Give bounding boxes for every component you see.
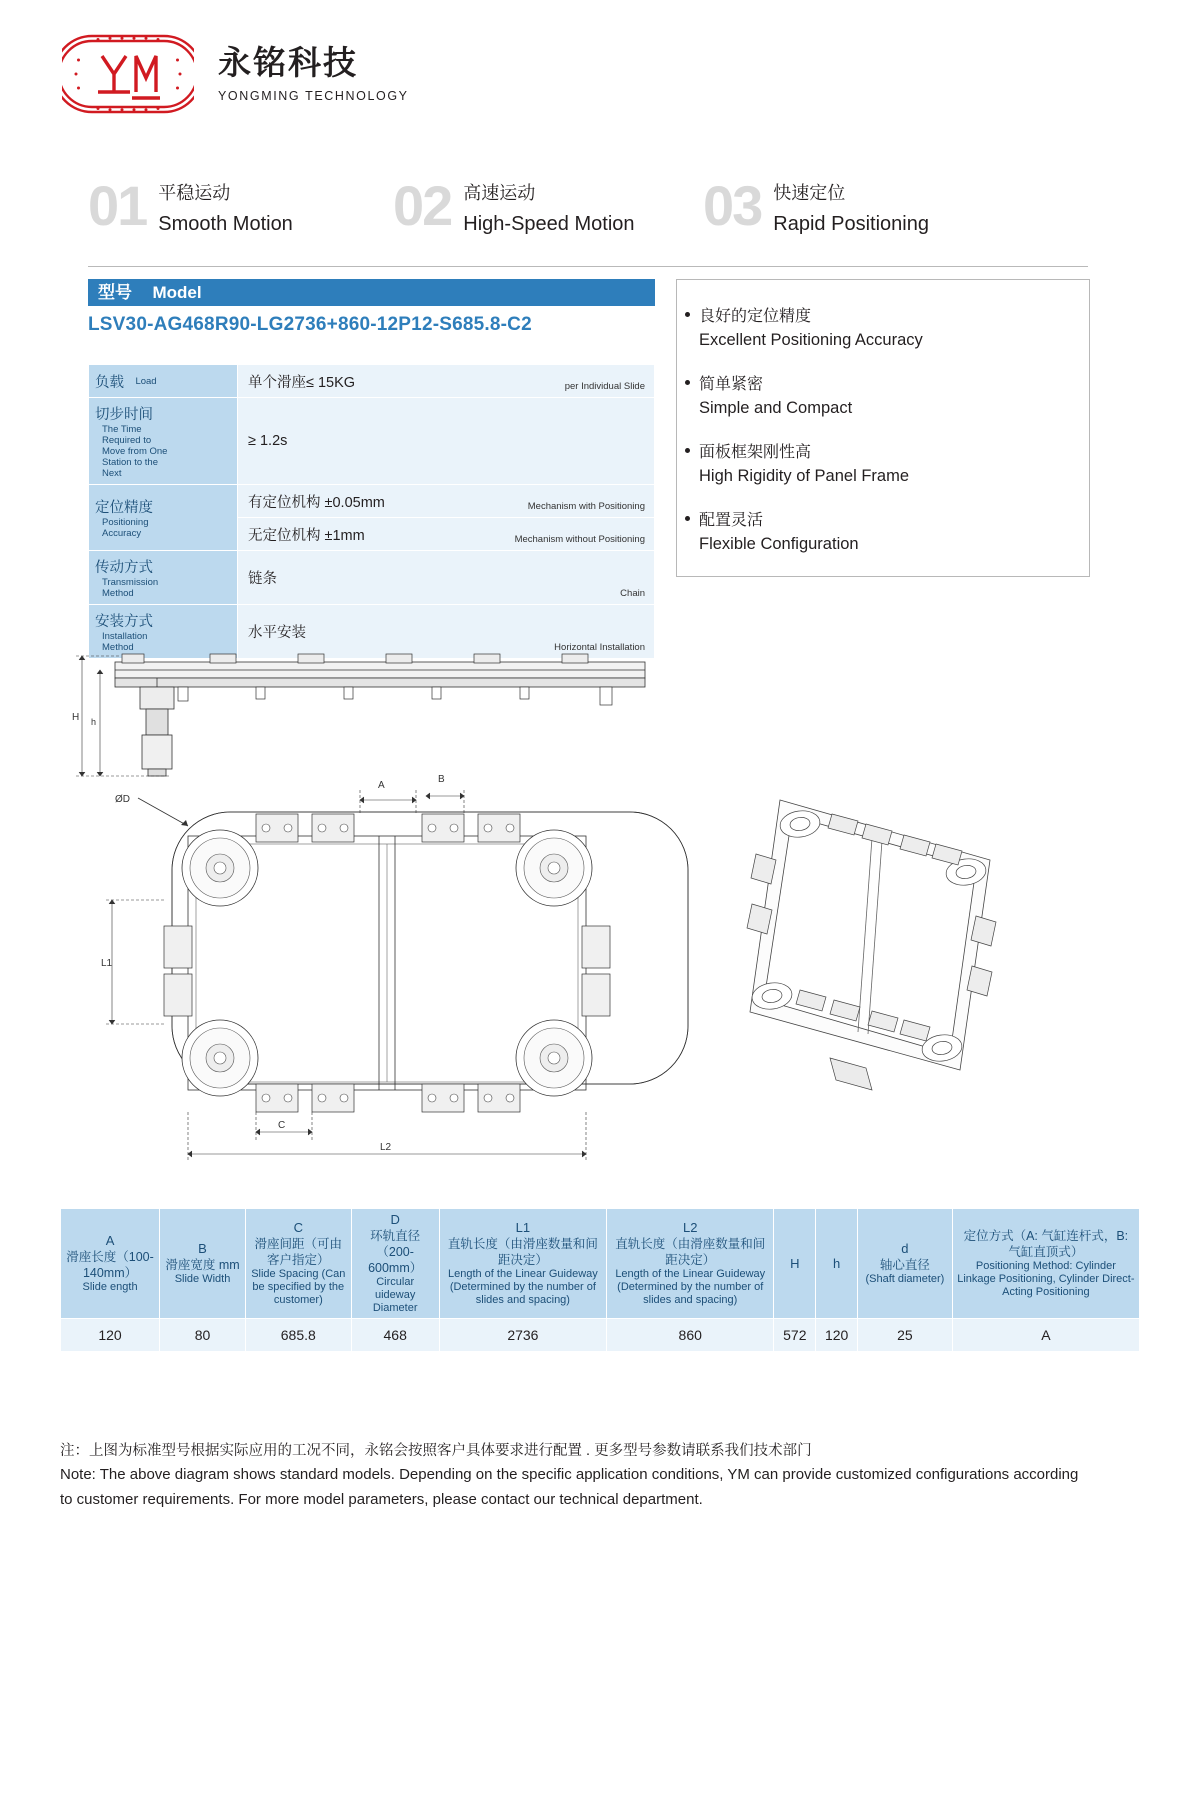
model-header-bar xyxy=(88,279,655,306)
param-en: Slide Spacing (Can be specified by the customer) xyxy=(251,1268,346,1306)
feature-label-cn: 平稳运动 xyxy=(158,183,231,203)
param-value-C: 685.8 xyxy=(245,1319,351,1352)
spec-value-en: Chain xyxy=(620,588,645,599)
spec-label xyxy=(89,398,238,485)
spec-value-en: Horizontal Installation xyxy=(554,642,645,653)
spec-value-cn: 链条 xyxy=(248,571,277,587)
benefit-cn: 配置灵活 xyxy=(699,512,764,529)
table-row xyxy=(89,485,655,518)
spec-value-cn: ≥ 1.2s xyxy=(248,433,288,449)
spec-value xyxy=(238,518,655,551)
spec-value-en: Mechanism with Positioning xyxy=(527,501,645,512)
spec-label-en: The Time Required to Move from One Station to the Next xyxy=(102,424,168,479)
param-cn: 滑座间距（可由客户指定） xyxy=(254,1237,343,1267)
param-symbol: D xyxy=(390,1212,400,1227)
feature-label-cn: 高速运动 xyxy=(463,183,536,203)
spec-value xyxy=(238,365,655,398)
feature-item-2 xyxy=(393,174,635,237)
param-symbol: d xyxy=(901,1241,909,1256)
table-row xyxy=(89,551,655,605)
benefit-cn: 良好的定位精度 xyxy=(699,308,812,325)
param-symbol: H xyxy=(790,1255,800,1271)
param-en: Slide ength xyxy=(82,1281,138,1293)
spec-value-cn: 无定位机构 ±1mm xyxy=(248,527,365,544)
ym-logo-icon xyxy=(62,30,194,118)
spec-value-cn: 有定位机构 ±0.05mm xyxy=(248,494,385,511)
spec-label-en: Positioning Accuracy xyxy=(102,517,149,539)
benefits-box xyxy=(676,279,1090,577)
param-symbol: L1 xyxy=(515,1220,531,1235)
brand-name-cn: 永铭科技 xyxy=(218,43,358,81)
svg-text:C: C xyxy=(278,1120,286,1131)
param-header-h xyxy=(816,1209,858,1319)
feature-list xyxy=(88,174,1088,260)
parameter-table xyxy=(60,1208,1140,1352)
param-header-d xyxy=(858,1209,953,1319)
param-value-L1: 2736 xyxy=(439,1319,606,1352)
param-symbol: h xyxy=(833,1255,841,1271)
svg-text:B: B xyxy=(438,774,445,785)
feature-number: 02 xyxy=(393,174,452,237)
param-en: Positioning Method: Cylinder Linkage Positioning, Cylinder Direct-Acting Positioning xyxy=(957,1260,1135,1298)
param-cn: 直轨长度（由滑座数量和间距决定） xyxy=(447,1237,598,1267)
param-symbol: B xyxy=(198,1241,207,1256)
spec-label-cn: 安装方式 xyxy=(95,614,153,630)
spec-table xyxy=(88,364,655,659)
spec-value xyxy=(238,485,655,518)
benefit-en: High Rigidity of Panel Frame xyxy=(699,467,910,485)
header xyxy=(62,30,409,118)
bullet-dot-icon xyxy=(685,380,690,385)
param-header-A xyxy=(61,1209,160,1319)
bullet-dot-icon xyxy=(685,312,690,317)
feature-number: 03 xyxy=(703,174,762,237)
svg-text:h: h xyxy=(91,717,97,727)
spec-label-cn: 负载 xyxy=(95,374,124,391)
spec-label-cn: 传动方式 xyxy=(95,560,153,576)
param-symbol: C xyxy=(293,1220,303,1235)
spec-value-cn: 水平安装 xyxy=(248,625,306,641)
feature-label-en: Rapid Positioning xyxy=(773,213,929,235)
bullet-dot-icon xyxy=(685,448,690,453)
spec-label-cn: 定位精度 xyxy=(95,500,153,516)
param-value-h: 120 xyxy=(816,1319,858,1352)
spec-label-en: Installation Method xyxy=(102,631,148,653)
spec-label-en: Load xyxy=(135,375,157,387)
spec-label-cn: 切步时间 xyxy=(95,407,153,423)
feature-label-en: High-Speed Motion xyxy=(463,213,635,235)
param-header-positioning xyxy=(952,1209,1139,1319)
param-header-B xyxy=(160,1209,246,1319)
param-en: Length of the Linear Guideway (Determined by the number of slides and spacing) xyxy=(447,1268,598,1306)
note-cn: 注：上图为标准型号根据实际应用的工况不同，永铭会按照客户具体要求进行配置 . 更多型号参数请联系我们技术部门 xyxy=(60,1443,812,1459)
param-cn: 定位方式（A: 气缸连杆式，B: 气缸直顶式） xyxy=(963,1229,1129,1259)
table-header-row xyxy=(61,1209,1140,1319)
param-cn: 直轨长度（由滑座数量和间距决定） xyxy=(615,1237,766,1267)
benefit-en: Simple and Compact xyxy=(699,399,853,417)
benefit-item-1 xyxy=(699,306,923,352)
param-en: Circular uideway Diameter xyxy=(372,1276,418,1314)
svg-text:L2: L2 xyxy=(380,1142,392,1153)
param-en: (Shaft diameter) xyxy=(865,1273,945,1285)
feature-label-cn: 快速定位 xyxy=(773,183,846,203)
param-header-H xyxy=(774,1209,816,1319)
feature-number: 01 xyxy=(88,174,147,237)
table-row xyxy=(89,365,655,398)
model-code: LSV30-AG468R90-LG2736+860-12P12-S685.8-C2 xyxy=(88,314,532,335)
param-en: Length of the Linear Guideway (Determined by the number of slides and spacing) xyxy=(615,1268,766,1306)
param-value-D: 468 xyxy=(351,1319,439,1352)
spec-value xyxy=(238,551,655,605)
note-en: Note: The above diagram shows standard models. Depending on the specific application conditions, YM can provide customized configurations according to customer requirements. For more model parameters, please contact our technical department. xyxy=(60,1466,1079,1508)
footer-note xyxy=(60,1440,1090,1512)
divider xyxy=(88,266,1088,267)
param-value-positioning: A xyxy=(952,1319,1139,1352)
table-row xyxy=(61,1319,1140,1352)
svg-text:ØD: ØD xyxy=(115,794,130,805)
param-header-L2 xyxy=(607,1209,774,1319)
spec-value xyxy=(238,398,655,485)
param-cn: 轴心直径 xyxy=(879,1258,930,1272)
param-value-B: 80 xyxy=(160,1319,246,1352)
bullet-dot-icon xyxy=(685,516,690,521)
benefit-en: Flexible Configuration xyxy=(699,535,859,553)
svg-text:L1: L1 xyxy=(101,958,113,969)
feature-item-1 xyxy=(88,174,293,237)
param-symbol: L2 xyxy=(683,1220,698,1235)
spec-label xyxy=(89,551,238,605)
param-symbol: A xyxy=(105,1233,115,1248)
benefit-en: Excellent Positioning Accuracy xyxy=(699,331,923,349)
param-cn: 滑座宽度 mm xyxy=(165,1258,240,1272)
param-header-L1 xyxy=(439,1209,606,1319)
spec-value-en: Mechanism without Positioning xyxy=(514,534,645,545)
model-header-en: Model xyxy=(152,283,202,302)
param-value-d: 25 xyxy=(858,1319,953,1352)
spec-label xyxy=(89,365,238,398)
benefit-item-2 xyxy=(699,374,852,420)
benefit-cn: 面板框架刚性高 xyxy=(699,444,812,461)
feature-item-3 xyxy=(703,174,929,237)
spec-label-en: Transmission Method xyxy=(102,577,159,599)
svg-text:A: A xyxy=(378,780,385,791)
benefit-item-3 xyxy=(699,442,909,488)
technical-drawing xyxy=(60,630,1140,1190)
param-value-H: 572 xyxy=(774,1319,816,1352)
param-header-D xyxy=(351,1209,439,1319)
spec-value-cn: 单个滑座≤ 15KG xyxy=(248,374,356,391)
param-cn: 环轨直径（200-600mm） xyxy=(368,1229,423,1275)
table-row xyxy=(89,398,655,485)
feature-label-en: Smooth Motion xyxy=(158,213,293,235)
model-header-cn: 型号 xyxy=(98,283,132,302)
spec-label xyxy=(89,485,238,551)
benefit-cn: 简单紧密 xyxy=(699,376,764,393)
spec-value-en: per Individual Slide xyxy=(564,381,645,392)
benefit-item-4 xyxy=(699,510,859,556)
brand-name-en: YONGMING TECHNOLOGY xyxy=(218,89,409,104)
svg-text:H: H xyxy=(72,712,80,723)
param-value-L2: 860 xyxy=(607,1319,774,1352)
brand-text xyxy=(218,45,409,103)
param-value-A: 120 xyxy=(61,1319,160,1352)
param-header-C xyxy=(245,1209,351,1319)
param-en: Slide Width xyxy=(174,1273,231,1285)
param-cn: 滑座长度（100-140mm） xyxy=(66,1250,154,1280)
